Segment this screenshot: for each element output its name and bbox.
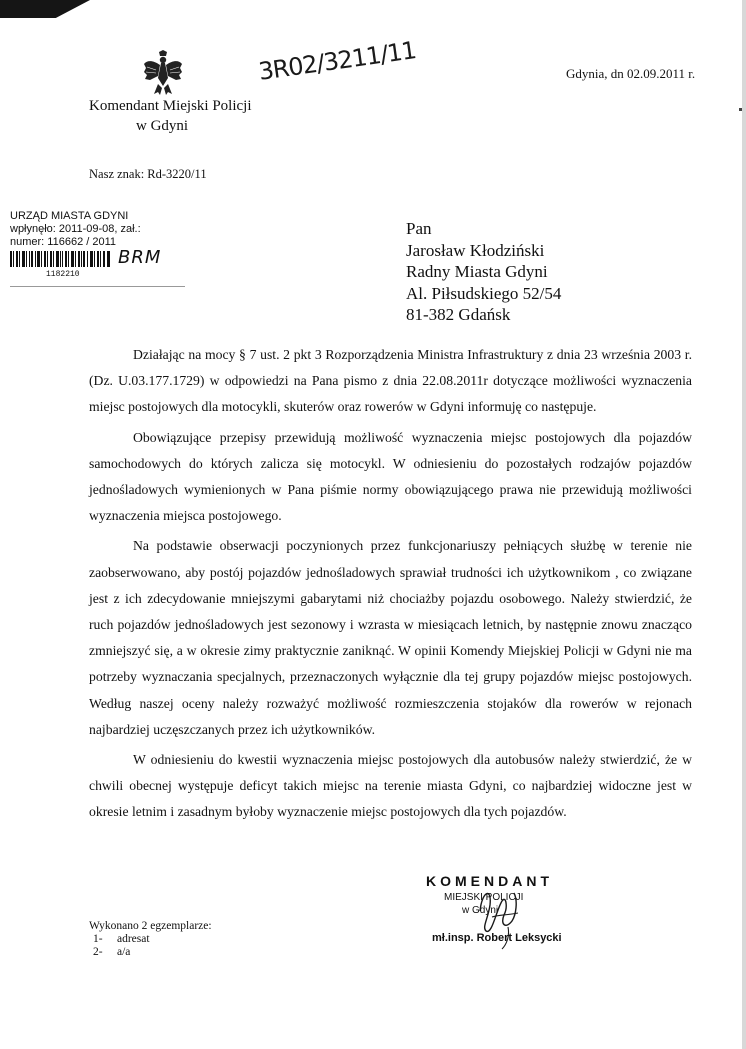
copies-note bbox=[89, 920, 212, 959]
reference-sign: Nasz znak: Rd-3220/11 bbox=[89, 167, 207, 181]
issuer-line-1: Komendant Miejski Policji bbox=[89, 98, 252, 114]
recipient-line: 81-382 Gdańsk bbox=[406, 305, 511, 324]
issuer-line-2: w Gdyni bbox=[136, 118, 189, 134]
scan-corner-shadow bbox=[0, 0, 90, 18]
copy-number: 2- bbox=[93, 946, 103, 958]
body-paragraph: Działając na mocy § 7 ust. 2 pkt 3 Rozporządzenia Ministra Infrastruktury z dnia 23 września 2003 r. (Dz. U.03.177.1729) w odpowiedzi na Pana pismo z dnia 22.08.2011r dotyczące możliwości wyznaczenia miejsc postojowych dla motocykli, skuterów oraz rowerów w Gdyni informuję co następuje. bbox=[89, 347, 692, 415]
recipient-line: Pan bbox=[406, 219, 432, 238]
handwritten-reference-number: 3R02/3211/11 bbox=[256, 36, 418, 86]
recipient-address bbox=[406, 218, 561, 326]
recipient-line: Al. Piłsudskiego 52/54 bbox=[406, 283, 562, 303]
intake-stamp bbox=[10, 210, 141, 249]
body-paragraph: Na podstawie obserwacji poczynionych przez funkcjonariuszy pełniących służbę w terenie nie zaobserwowano, aby postój pojazdów jednośladowych sprawiał trudności ich użytkownikom , co związane jest z ich zdecydowanie mniejszymi gabarytami niż chociażby pojazdu osobowego. Należy stwierdzić, że ruch pojazdów jednośladowych jest sezonowy i wzrasta w miesiącach letnich, by następnie znowu znacząco zmniejszyć się, a w okresie zimy praktycznie zaniknąć. W opinii Komendy Miejskiej Policji w Gdyni nie ma potrzeby wyznaczania specjalnych, przeznaczonych wyłącznie dla tej grupy pojazdów miejsc postojowych. Według naszej oceny należy rozważyć możliwość rozmieszczenia stojaków dla rowerów w rejonach najbardziej uczęszczanych przez ich użytkowników. bbox=[89, 538, 692, 737]
handwritten-signature bbox=[422, 871, 562, 951]
recipient-line: Jarosław Kłodziński bbox=[406, 240, 545, 260]
letter-body bbox=[89, 342, 692, 830]
copy-item bbox=[89, 946, 212, 959]
body-paragraph: Obowiązujące przepisy przewidują możliwość wyznaczenia miejsc postojowych dla pojazdów samochodowych do których zalicza się motocykl. W odniesieniu do pozostałych rodzajów pojazdów jednośladowych wymienionych w Pana piśmie normy obowiązującego prawa nie przewidują możliwości wyznaczenia miejsca postojowego. bbox=[89, 429, 692, 524]
copy-item bbox=[89, 933, 212, 946]
recipient-line: Radny Miasta Gdyni bbox=[406, 262, 548, 281]
body-paragraph: W odniesieniu do kwestii wyznaczenia miejsc postojowych dla autobusów należy stwierdzić, że w chwili obecnej występuje deficyt takich miejsc na terenie miasta Gdyni, co najbardziej widoczne jest w okresie letnim i zasadnym byłoby wyznaczenie miejsc postojowych dla tych pojazdów. bbox=[89, 752, 692, 820]
copy-number: 1- bbox=[93, 933, 103, 945]
signature-stamp-unit: MIEJSKI POLICJI bbox=[444, 892, 524, 903]
barcode-number: 1182210 bbox=[46, 270, 80, 279]
polish-eagle-emblem bbox=[143, 50, 183, 96]
copy-recipient: a/a bbox=[117, 946, 131, 958]
intake-stamp-office: URZĄD MIASTA GDYNI bbox=[10, 210, 129, 222]
signature-stamp-name: mł.insp. Robert Leksycki bbox=[432, 932, 562, 944]
stamp-divider bbox=[10, 286, 185, 287]
document-date: Gdynia, dn 02.09.2011 r. bbox=[566, 66, 696, 81]
copies-heading: Wykonano 2 egzemplarze: bbox=[89, 920, 212, 932]
barcode bbox=[10, 251, 110, 267]
signature-stamp-city: w Gdyni bbox=[462, 905, 499, 916]
intake-stamp-received: wpłynęło: 2011-09-08, zał.: bbox=[10, 223, 141, 235]
scan-edge bbox=[742, 0, 746, 1049]
copy-recipient: adresat bbox=[117, 933, 150, 945]
intake-stamp-number: numer: 116662 / 2011 bbox=[10, 236, 117, 248]
handwritten-initials: BRM bbox=[118, 247, 162, 268]
signature-stamp-title: KOMENDANT bbox=[426, 873, 553, 889]
